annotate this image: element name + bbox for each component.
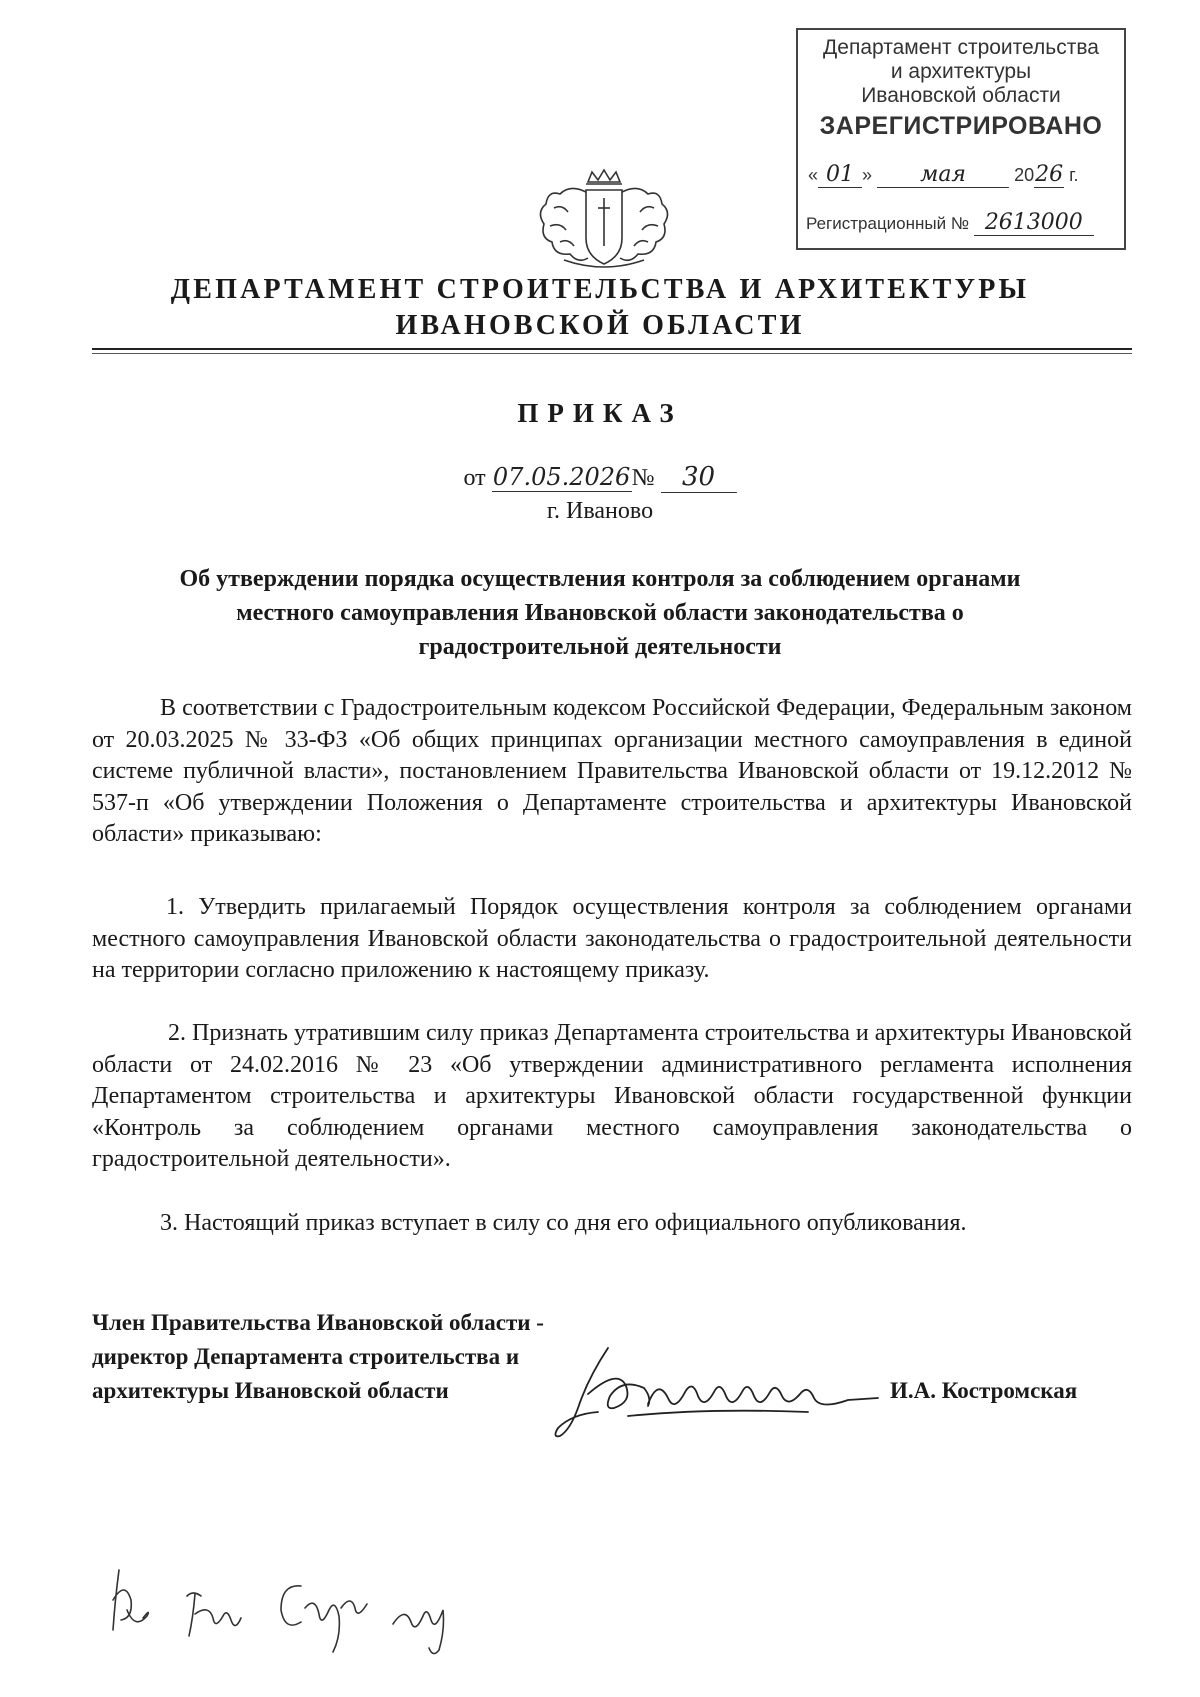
handwritten-initials-icon: [105, 1560, 465, 1660]
order-item-1: 1. Утвердить прилагаемый Порядок осуществления контроля за соблюдением органами местного самоуправления Ивановской области законодательства о градостроительной деятельности на территории согласно приложению к настоящему приказу.: [92, 894, 1132, 983]
order-item-3: 3. Настоящий приказ вступает в силу со дня его официального опубликования.: [160, 1210, 967, 1236]
stamp-dept-line1: Департамент строительства: [823, 36, 1099, 59]
stamp-year-suffix: 26: [1035, 162, 1064, 187]
stamp-day: 01: [818, 162, 862, 188]
signatory-title-line2: директор Департамента строительства и: [92, 1344, 520, 1369]
signatory-title-line3: архитектуры Ивановской области: [92, 1378, 449, 1403]
department-name-line2: ИВАНОВСКОЙ ОБЛАСТИ: [395, 310, 805, 341]
order-item-2: 2. Признать утратившим силу приказ Департамента строительства и архитектуры Ивановской области от 24.02.2016 № 23 «Об утверждении административного регламента исполнения Департаментом строительства и архитектуры Ивановской области государственной функции «Контроль за соблюдением органами местного самоуправления законодательства о градостроительной деятельности».: [92, 1020, 1132, 1172]
stamp-year-prefix: 20: [1014, 165, 1035, 185]
stamp-dept-line3: Ивановской области: [861, 84, 1061, 107]
registration-stamp: [796, 28, 1126, 250]
stamp-registered-label: ЗАРЕГИСТРИРОВАНО: [819, 112, 1103, 140]
header-divider: [92, 348, 1132, 350]
document-type: ПРИКАЗ: [517, 398, 683, 428]
subject-line2: местного самоуправления Ивановской области законодательства о: [236, 600, 964, 626]
stamp-quote-close: »: [862, 165, 873, 185]
document-subject: [110, 562, 1090, 664]
order-number: 30: [661, 462, 737, 493]
stamp-dept-line2: и архитектуры: [890, 60, 1032, 83]
stamp-reg-number: 2613000: [974, 210, 1094, 236]
signatory-name: И.А. Костромская: [890, 1378, 1078, 1403]
signatory-title-line1: Член Правительства Ивановской области -: [92, 1310, 544, 1335]
stamp-year-abbr: г.: [1069, 165, 1079, 185]
header-divider-thin: [92, 353, 1132, 354]
stamp-quote-open: «: [808, 165, 819, 185]
coat-of-arms-icon: [530, 168, 678, 276]
department-name-line1: ДЕПАРТАМЕНТ СТРОИТЕЛЬСТВА И АРХИТЕКТУРЫ: [170, 274, 1030, 305]
stamp-number-row: [806, 210, 1118, 244]
subject-line1: Об утверждении порядка осуществления контроля за соблюдением органами: [179, 566, 1021, 592]
stamp-reg-label: Регистрационный №: [806, 214, 970, 233]
subject-line3: градостроительной деятельности: [418, 634, 782, 660]
order-date: 07.05.2026: [492, 463, 631, 491]
stamp-month: мая: [877, 162, 1009, 188]
preamble-paragraph: В соответствии с Градостроительным кодексом Российской Федерации, Федеральным законом от 20.03.2025 № 33-ФЗ «Об общих принципах организации местного самоуправления в единой системе публичной власти», постановлением Правительства Ивановской области от 19.12.2012 № 537-п «Об утверждении Положения о Департаменте строительства и архитектуры Ивановской области» приказываю:: [92, 695, 1132, 847]
handwritten-signature-icon: [548, 1338, 888, 1448]
order-number-label: №: [631, 465, 655, 491]
stamp-department: [798, 36, 1124, 108]
department-name: [100, 272, 1100, 344]
order-from-label: от: [463, 465, 486, 491]
city: г. Иваново: [546, 498, 654, 524]
stamp-date-row: [808, 162, 1116, 196]
order-date-number: [0, 462, 1200, 493]
